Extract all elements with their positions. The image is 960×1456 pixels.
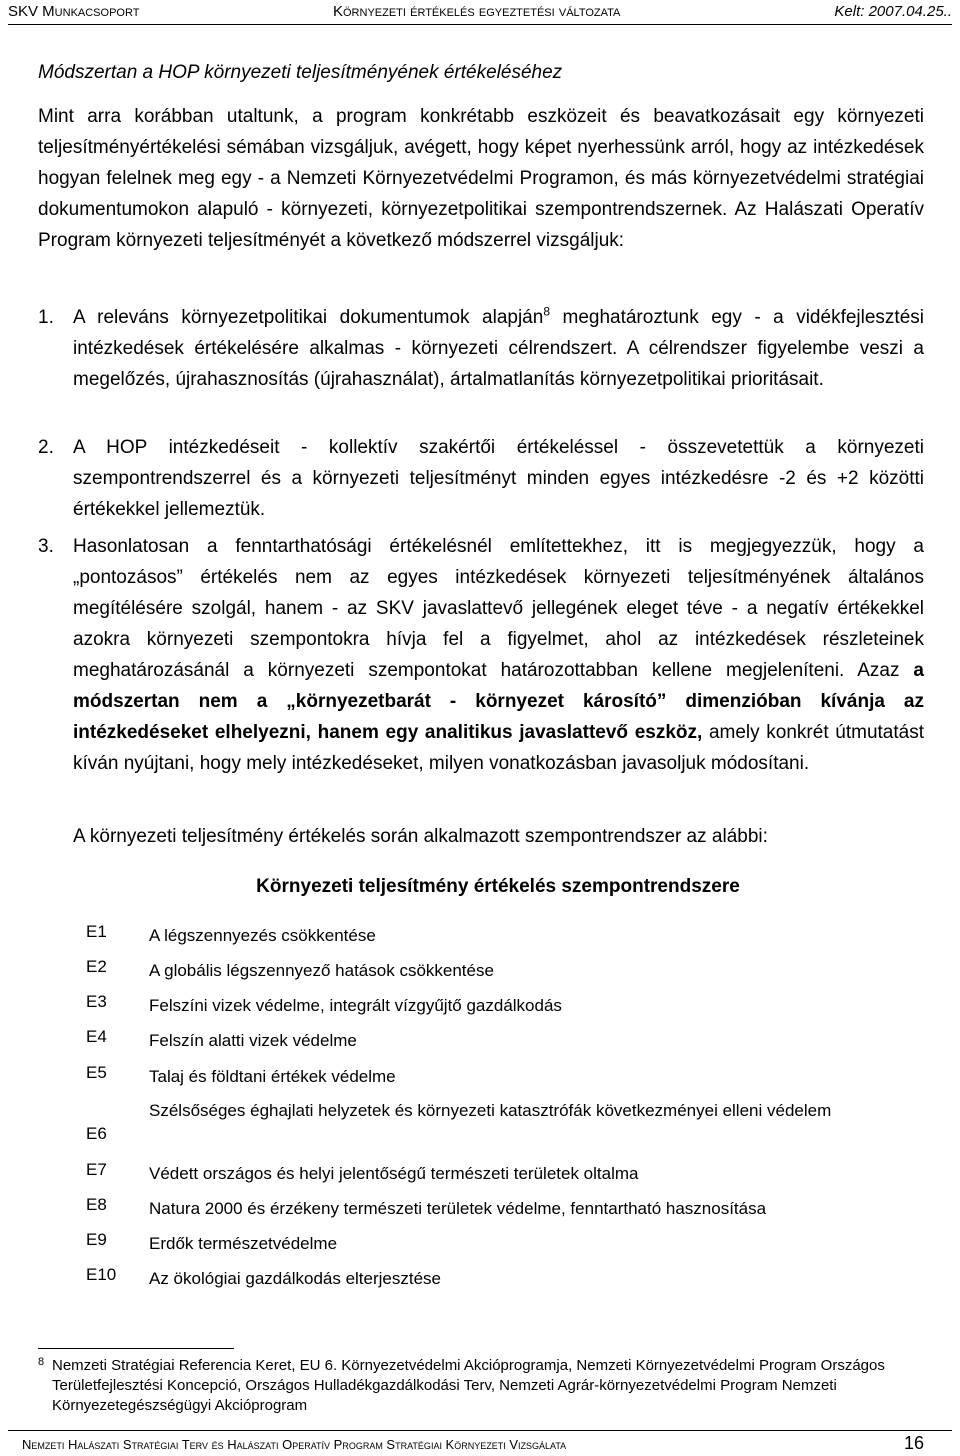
criteria-desc: Védett országos és helyi jelentőségű természeti területek oltalma: [149, 1164, 639, 1183]
header-date: Kelt: 2007.04.25..: [834, 3, 952, 20]
step-2-text: A HOP intézkedéseit - kollektív szakértői értékeléssel - összevetettük a környezeti szempontrendszerrel és a környezeti teljesítményt minden egyes intézkedésre -2 és +2 közötti értékekkel jellemeztük.: [73, 437, 924, 520]
criteria-code: E2: [86, 957, 107, 976]
criteria-desc: Erdők természetvédelme: [149, 1234, 338, 1253]
footnote-separator: [38, 1348, 234, 1349]
criteria-code: E8: [86, 1195, 107, 1214]
step-1-text-a: A releváns környezetpolitikai dokumentumok alapján: [73, 307, 544, 328]
criteria-code: E7: [86, 1160, 107, 1179]
step-1-number: 1.: [38, 307, 54, 328]
page-header: [8, 0, 952, 25]
criteria-code: E9: [86, 1230, 107, 1249]
criteria-code: E10: [86, 1265, 117, 1284]
criteria-desc: Felszín alatti vizek védelme: [149, 1031, 357, 1050]
criteria-desc: Felszíni vizek védelme, integrált vízgyűjtő gazdálkodás: [149, 996, 562, 1015]
criteria-desc: Az ökológiai gazdálkodás elterjesztése: [149, 1269, 442, 1288]
intro-paragraph: Mint arra korábban utaltunk, a program konkrétabb eszközeit és beavatkozásait egy környezeti teljesítményértékelési sémában vizsgáljuk, avégett, hogy képet nyerhessünk arról, hogy az intézkedések hogyan felelnek meg egy - a Nemzeti Környezetvédelmi Programon, és más környezetvédelmi stratégiai dokumentumokon alapuló - környezeti, környezetpolitikai szempontrendszernek. Az Halászati Operatív Program környezeti teljesítményét a következő módszerrel vizsgáljuk:: [38, 106, 924, 251]
step-3-text-a: Hasonlatosan a fenntarthatósági értékelésnél említettekhez, itt is megjegyezzük, hogy a „pontozásos” értékelés nem az egyes intézkedések környezeti teljesítményének általános megítélésére szolgál, hanem - az SKV javaslattevő jellegének eleget téve - a negatív értékekkel azokra környezeti szempontokra hívja fel a figyelmet, ahol az intézkedések részleteinek meghatározásánál a környezeti szempontokat határozottabban kellene megjeleníteni. Azaz: [73, 536, 924, 681]
step-3-bold-text: a módszertan nem a „környezetbarát - környezet károsító” dimenzióban kívánja az intézkedéseket elhelyezni, hanem egy analitikus javaslattevő eszköz,: [73, 660, 924, 743]
criteria-desc: Natura 2000 és érzékeny természeti területek védelme, fenntartható hasznosítása: [149, 1199, 767, 1218]
criteria-lead: A környezeti teljesítmény értékelés során alkalmazott szempontrendszer az alábbi:: [73, 826, 768, 847]
criteria-code: E5: [86, 1063, 107, 1082]
page-footer: [8, 1430, 952, 1456]
criteria-desc: Talaj és földtani értékek védelme: [149, 1067, 396, 1086]
step-1-text: [73, 302, 924, 395]
criteria-code: E1: [86, 922, 107, 941]
footer-title: Nemzeti Halászati Stratégiai Terv és Halászati Operatív Program Stratégiai Környezeti Vizsgálata: [22, 1437, 567, 1452]
criteria-desc: A légszennyezés csökkentése: [149, 926, 376, 945]
page-number: 16: [903, 1433, 924, 1453]
criteria-code: E4: [86, 1027, 107, 1046]
footnote-text: Nemzeti Stratégiai Referencia Keret, EU 6. Környezetvédelmi Akcióprogramja, Nemzeti Környezetvédelmi Program Országos Területfejlesztési Koncepció, Országos Hulladékgazdálkodási Terv, Nemzeti Agrár-környezetvédelmi Program Nemzeti Környezetegészségügyi Akcióprogram: [52, 1357, 885, 1414]
step-3-text: [73, 531, 924, 779]
criteria-code: E3: [86, 992, 107, 1011]
step-3-text-b: amely konkrét útmutatást kíván nyújtani, hogy mely intézkedéseket, milyen vonatkozásban javasoljuk módosítani.: [73, 722, 924, 774]
header-org: SKV Munkacsoport: [8, 3, 140, 20]
footnote-ref[interactable]: 8: [543, 304, 550, 319]
criteria-desc: A globális légszennyező hatások csökkentése: [149, 961, 494, 980]
footnote-mark: 8: [38, 1356, 45, 1368]
criteria-title: Környezeti teljesítmény értékelés szempontrendszere: [256, 876, 740, 897]
criteria-desc: Szélsőséges éghajlati helyzetek és környezeti katasztrófák következményei elleni védelem: [149, 1101, 832, 1120]
step-1-text-b: meghatároztunk egy - a vidékfejlesztési intézkedések értékelésére alkalmas - környezeti célrendszert. A célrendszer figyelembe veszi a megelőzés, újrahasznosítás (újrahasználat), ártalmatlanítás környezetpolitikai prioritásait.: [73, 307, 924, 390]
criteria-code: E6: [86, 1124, 107, 1143]
step-2-number: 2.: [38, 437, 54, 458]
header-doc-title: Környezeti értékelés egyeztetési változata: [333, 3, 621, 20]
step-3-number: 3.: [38, 536, 54, 557]
section-title: Módszertan a HOP környezeti teljesítményének értékeléséhez: [38, 62, 563, 83]
